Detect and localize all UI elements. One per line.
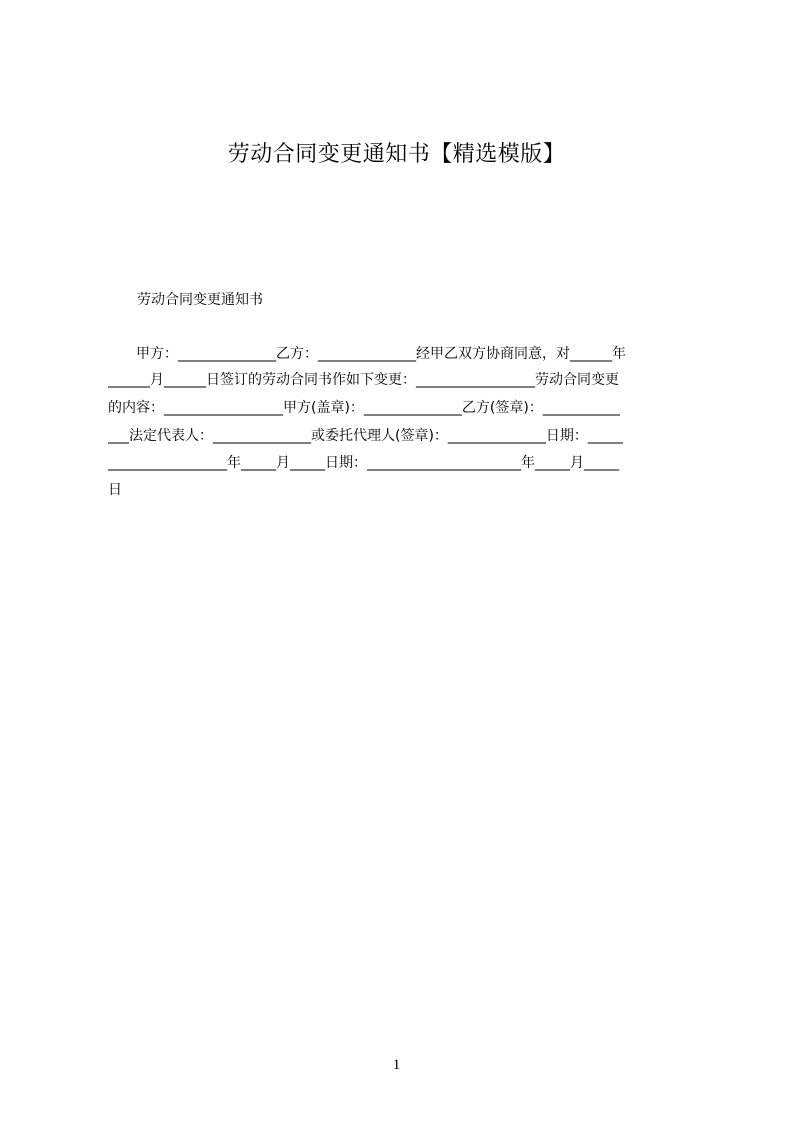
body-line-2: ______月______日签订的劳动合同书作如下变更：_________________劳动合同变更 xyxy=(108,372,619,388)
body-line-5: _________________年_____月_____日期：______________________年_____月_____ xyxy=(108,455,619,471)
body-line-1: 甲方：______________乙方：______________经甲乙双方协商同意，对______年 xyxy=(108,346,626,362)
page-number: 1 xyxy=(392,1057,401,1073)
document-subtitle: 劳动合同变更通知书 xyxy=(137,292,263,308)
body-line-3: 的内容：_________________甲方(盖章)：______________乙方(签章)：___________ xyxy=(108,400,620,416)
body-line-4: ___法定代表人：______________或委托代理人(签章)：______________日期：_____ xyxy=(108,428,623,444)
document-title: 劳动合同变更通知书【精选模版】 xyxy=(227,142,566,167)
body-line-6: 日 xyxy=(108,482,122,498)
